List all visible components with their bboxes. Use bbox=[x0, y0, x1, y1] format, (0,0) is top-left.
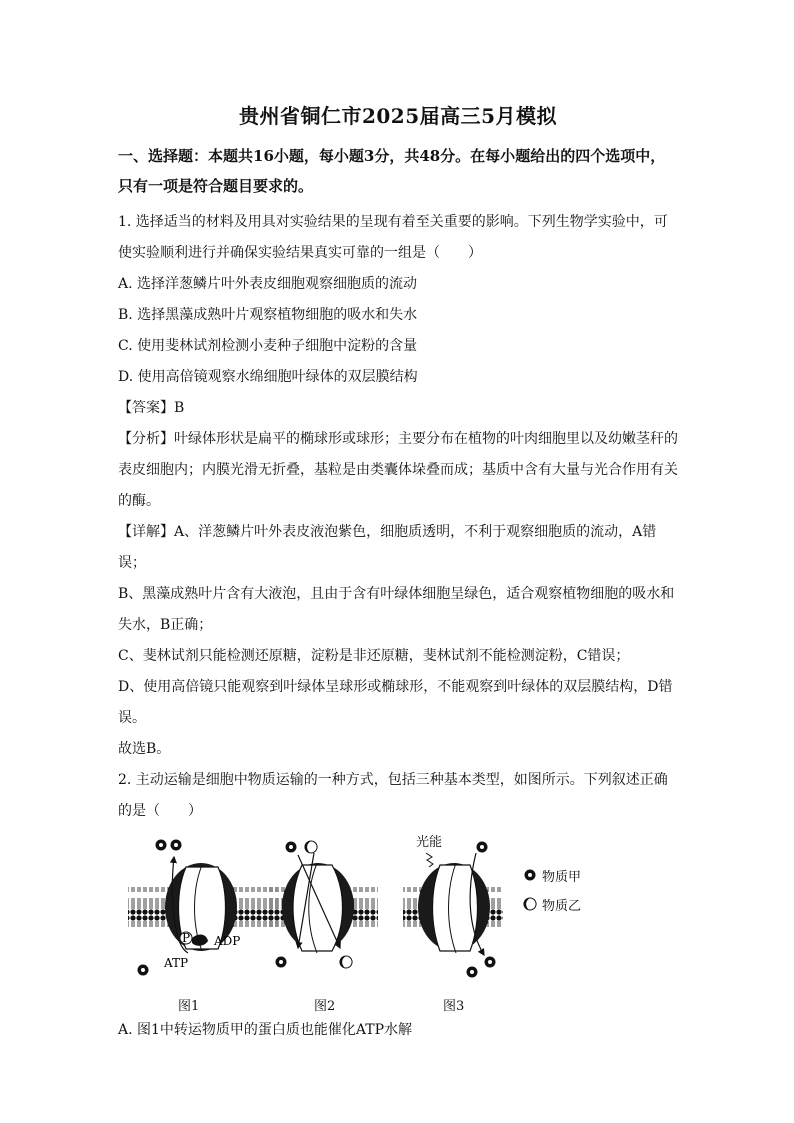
legend-label-yi: 物质乙 bbox=[542, 899, 582, 914]
adp-label: ADP bbox=[214, 934, 241, 948]
question-2-stem: 2. 主动运输是细胞中物质运输的一种方式，包括三种基本类型，如图所示。下列叙述正确的是（ ） bbox=[118, 772, 668, 819]
light-energy-label: 光能 bbox=[416, 835, 443, 850]
figure-2 bbox=[268, 841, 378, 968]
question-1-option-a: A. 选择洋葱鳞片叶外表皮细胞观察细胞质的流动 bbox=[118, 276, 418, 292]
figure-3 bbox=[403, 842, 503, 978]
light-wave-icon bbox=[426, 853, 433, 867]
question-1-detail-c: C、斐林试剂只能检测还原糖，淀粉是非还原糖，斐林试剂不能检测淀粉，C错误； bbox=[118, 648, 630, 664]
question-1-analysis: 【分析】叶绿体形状是扁平的椭球形或球形；主要分布在植物的叶肉细胞里以及幼嫩茎秆的表皮细胞内；内膜光滑无折叠，基粒是由类囊体垛叠而成；基质中含有大量与光合作用有关的酶。 bbox=[118, 431, 678, 509]
figure-1-caption: 图1 bbox=[178, 999, 200, 1014]
legend-label-jia: 物质甲 bbox=[542, 870, 582, 885]
question-1-option-b: B. 选择黑藻成熟叶片观察植物细胞的吸水和失水 bbox=[118, 307, 418, 323]
question-1-detail-d: D、使用高倍镜只能观察到叶绿体呈球形或椭球形，不能观察到叶绿体的双层膜结构，D错误。 bbox=[118, 679, 673, 726]
section-header: 一、选择题：本题共16小题，每小题3分，共48分。在每小题给出的四个选项中，只有一项是符合题目要求的。 bbox=[118, 147, 666, 195]
question-2-option-a: A. 图1中转运物质甲的蛋白质也能催化ATP水解 bbox=[118, 1022, 413, 1038]
figure-3-caption: 图3 bbox=[443, 999, 465, 1014]
question-1-answer: 【答案】B bbox=[118, 400, 185, 416]
phosphate-label: P bbox=[182, 931, 191, 945]
transport-diagram bbox=[118, 835, 678, 1015]
atp-label: ATP bbox=[164, 956, 189, 970]
question-1-option-d: D. 使用高倍镜观察水绵细胞叶绿体的双层膜结构 bbox=[118, 369, 418, 385]
figure-2-caption: 图2 bbox=[314, 999, 336, 1014]
question-1-conclusion: 故选B。 bbox=[118, 741, 171, 757]
question-1-stem: 1. 选择适当的材料及用具对实验结果的呈现有着至关重要的影响。下列生物学实验中，可使实验顺利进行并确保实验结果真实可靠的一组是（ ） bbox=[118, 214, 668, 261]
question-1-option-c: C. 使用斐林试剂检测小麦种子细胞中淀粉的含量 bbox=[118, 338, 418, 354]
question-1-detail-b: B、黑藻成熟叶片含有大液泡，且由于含有叶绿体细胞呈绿色，适合观察植物细胞的吸水和失水，B正确； bbox=[118, 586, 675, 633]
figure-1 bbox=[128, 840, 278, 976]
question-1-detail-a: 【详解】A、洋葱鳞片叶外表皮液泡紫色，细胞质透明，不利于观察细胞质的流动，A错误； bbox=[118, 524, 657, 571]
exam-page bbox=[118, 100, 678, 1046]
page-title: 贵州省铜仁市2025届高三5月模拟 bbox=[238, 104, 558, 128]
transport-figure bbox=[118, 835, 678, 1015]
